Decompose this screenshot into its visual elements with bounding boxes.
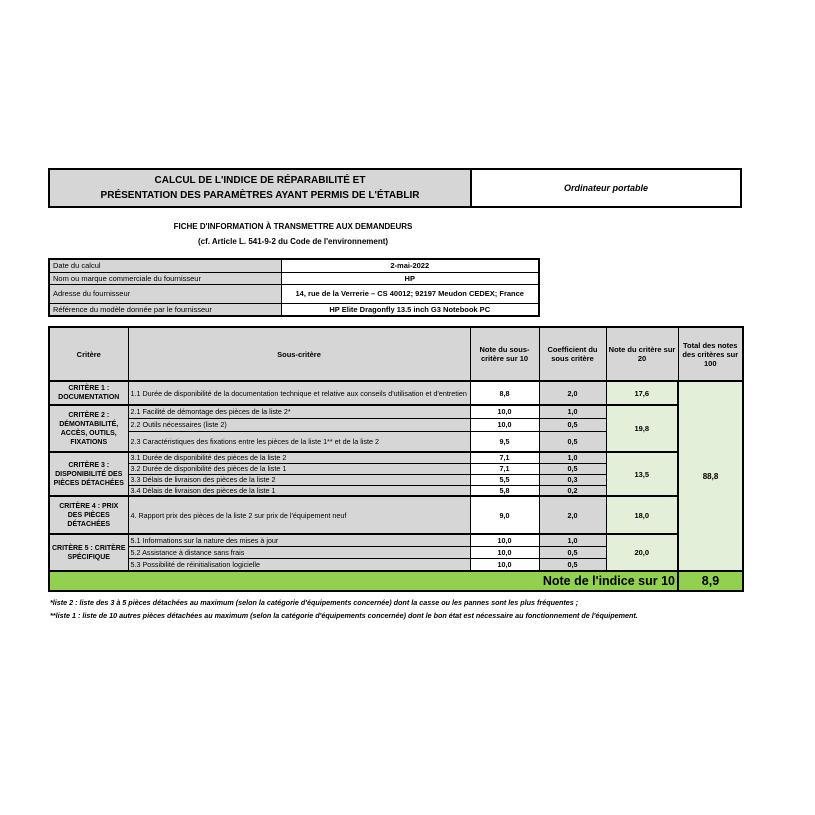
info-label-address: Adresse du fournisseur — [49, 284, 281, 303]
col-header-sous-critere: Sous-critère — [128, 327, 470, 381]
criterion-2-sub3-note: 9,5 — [470, 431, 539, 452]
criteria-table — [48, 326, 744, 592]
criterion-3-sub1-note: 7,1 — [470, 452, 539, 463]
criterion-4-note20: 18,0 — [606, 496, 678, 534]
criterion-3-sub1-label: 3.1 Durée de disponibilité des pièces de la liste 2 — [128, 452, 470, 463]
criterion-3-sub2-coeff: 0,5 — [539, 463, 606, 474]
criterion-2-sub2-coeff: 0,5 — [539, 418, 606, 431]
criterion-5-sub1-label: 5.1 Informations sur la nature des mises à jour — [128, 534, 470, 546]
row-crit2-sub1 — [49, 405, 743, 418]
criterion-4-name: CRITÈRE 4 : PRIX DES PIÈCES DÉTACHÉES — [49, 496, 128, 534]
info-row-model — [49, 303, 539, 316]
criterion-3-sub3-label: 3.3 Délais de livraison des pièces de la liste 2 — [128, 474, 470, 485]
document-title — [50, 170, 472, 206]
supplier-info-table — [48, 258, 540, 317]
criterion-5-sub1-note: 10,0 — [470, 534, 539, 546]
info-label-model: Référence du modèle donnée par le fournisseur — [49, 303, 281, 316]
row-crit3-sub1 — [49, 452, 743, 463]
footnote-liste2: *liste 2 : liste des 3 à 5 pièces détachées au maximum (selon la catégorie d'équipements concernée) dont la casse ou les pannes sont les plus fréquentes ; — [50, 598, 579, 607]
criterion-2-note20: 19,8 — [606, 405, 678, 452]
criterion-2-sub2-note: 10,0 — [470, 418, 539, 431]
info-row-brand — [49, 272, 539, 284]
product-category: Ordinateur portable — [472, 170, 740, 206]
col-header-total: Total des notes des critères sur 100 — [678, 327, 743, 381]
criterion-5-sub2-note: 10,0 — [470, 546, 539, 558]
subtitle — [48, 219, 538, 249]
subtitle-line1: FICHE D'INFORMATION À TRANSMETTRE AUX DEMANDEURS — [173, 222, 413, 231]
criterion-3-sub3-coeff: 0,3 — [539, 474, 606, 485]
col-header-critere: Critère — [49, 327, 128, 381]
criterion-2-sub3-coeff: 0,5 — [539, 431, 606, 452]
criterion-4-sub1-coeff: 2,0 — [539, 496, 606, 534]
criterion-1-name: CRITÈRE 1 : DOCUMENTATION — [49, 381, 128, 405]
info-value-model: HP Elite Dragonfly 13.5 inch G3 Notebook PC — [281, 303, 539, 316]
row-crit5-sub1 — [49, 534, 743, 546]
criterion-1-note20: 17,6 — [606, 381, 678, 405]
criterion-5-sub3-note: 10,0 — [470, 558, 539, 571]
subtitle-line2: (cf. Article L. 541-9-2 du Code de l'environnement) — [197, 237, 389, 246]
info-row-address — [49, 284, 539, 303]
info-label-brand: Nom ou marque commerciale du fournisseur — [49, 272, 281, 284]
criterion-1-sub1-label: 1.1 Durée de disponibilité de la documentation technique et relative aux conseils d'utilisation et d'entretien — [128, 381, 470, 405]
header-banner — [48, 168, 742, 208]
footnote-liste1: **liste 1 : liste de 10 autres pièces détachées au maximum (selon la catégorie d'équipements concernée) dont le bon état est nécessaire au fonctionnement de l'équipement. — [50, 611, 638, 620]
criterion-2-name: CRITÈRE 2 : DÉMONTABILITÉ, ACCÈS, OUTILS, FIXATIONS — [49, 405, 128, 452]
criterion-3-sub1-coeff: 1,0 — [539, 452, 606, 463]
criterion-5-sub3-label: 5.3 Possibilité de réinitialisation logicielle — [128, 558, 470, 571]
criterion-5-sub1-coeff: 1,0 — [539, 534, 606, 546]
document-title-line1: CALCUL DE L'INDICE DE RÉPARABILITÉ ET — [154, 175, 366, 186]
document-title-line2: PRÉSENTATION DES PARAMÈTRES AYANT PERMIS DE L'ÉTABLIR — [100, 190, 420, 201]
criterion-5-sub2-label: 5.2 Assistance à distance sans frais — [128, 546, 470, 558]
total-notes-value: 88,8 — [678, 381, 743, 571]
criterion-3-sub3-note: 5,5 — [470, 474, 539, 485]
criterion-3-sub4-label: 3.4 Délais de livraison des pièces de la liste 1 — [128, 485, 470, 496]
criterion-3-sub4-note: 5,8 — [470, 485, 539, 496]
col-header-note-sous-critere: Note du sous-critère sur 10 — [470, 327, 539, 381]
criterion-3-sub2-note: 7,1 — [470, 463, 539, 474]
row-crit1-sub1 — [49, 381, 743, 405]
criterion-2-sub1-coeff: 1,0 — [539, 405, 606, 418]
criterion-3-sub2-label: 3.2 Durée de disponibilité des pièces de la liste 1 — [128, 463, 470, 474]
index-score-value: 8,9 — [678, 571, 743, 591]
criterion-5-name: CRITÈRE 5 : CRITÈRE SPÉCIFIQUE — [49, 534, 128, 571]
criterion-2-sub1-note: 10,0 — [470, 405, 539, 418]
criterion-2-sub3-label: 2.3 Caractéristiques des fixations entre les pièces de la liste 1** et de la liste 2 — [128, 431, 470, 452]
index-score-row — [49, 571, 743, 591]
criterion-2-sub2-label: 2.2 Outils nécessaires (liste 2) — [128, 418, 470, 431]
criterion-2-sub1-label: 2.1 Facilité de démontage des pièces de la liste 2* — [128, 405, 470, 418]
info-value-date: 2-mai-2022 — [281, 259, 539, 272]
criterion-1-sub1-coeff: 2,0 — [539, 381, 606, 405]
col-header-note-critere: Note du critère sur 20 — [606, 327, 678, 381]
criterion-3-note20: 13,5 — [606, 452, 678, 496]
info-value-address: 14, rue de la Verrerie – CS 40012; 92197 Meudon CEDEX; France — [281, 284, 539, 303]
row-crit4-sub1 — [49, 496, 743, 534]
criterion-3-sub4-coeff: 0,2 — [539, 485, 606, 496]
criterion-4-sub1-note: 9,0 — [470, 496, 539, 534]
index-score-label: Note de l'indice sur 10 — [49, 571, 678, 591]
criterion-1-sub1-note: 8,8 — [470, 381, 539, 405]
info-value-brand: HP — [281, 272, 539, 284]
criterion-5-sub3-coeff: 0,5 — [539, 558, 606, 571]
criteria-table-header-row — [49, 327, 743, 381]
col-header-coefficient: Coefficient du sous critère — [539, 327, 606, 381]
criterion-5-note20: 20,0 — [606, 534, 678, 571]
criterion-4-sub1-label: 4. Rapport prix des pièces de la liste 2 sur prix de l'équipement neuf — [128, 496, 470, 534]
info-row-date — [49, 259, 539, 272]
footnotes — [50, 596, 750, 622]
info-label-date: Date du calcul — [49, 259, 281, 272]
criterion-3-name: CRITÈRE 3 : DISPONIBILITÉ DES PIÈCES DÉTACHÉES — [49, 452, 128, 496]
criterion-5-sub2-coeff: 0,5 — [539, 546, 606, 558]
